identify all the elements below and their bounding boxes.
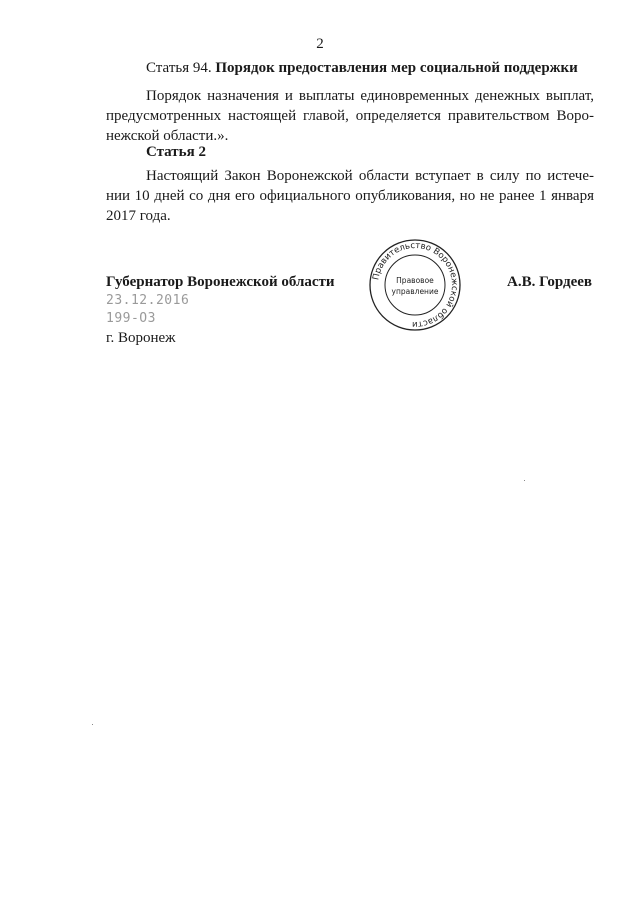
- scan-speck: [92, 724, 93, 725]
- signatory-name: А.В. Гордеев: [507, 274, 592, 290]
- registration-number: 199-ОЗ: [106, 311, 156, 326]
- paragraph-line: нежской области.».: [106, 128, 229, 144]
- stamp-center-line1: Правовое: [396, 276, 434, 285]
- article-94-prefix: Статья 94.: [146, 60, 212, 76]
- paragraph-line: Настоящий Закон Воронежской области вступает в силу по истече-: [146, 168, 594, 184]
- article-2-heading: Статья 2: [146, 144, 206, 160]
- paragraph-line: предусмотренных настоящей главой, определяется правительством Воро-: [106, 108, 594, 124]
- paragraph-line: Порядок назначения и выплаты единовременных денежных выплат,: [146, 88, 594, 104]
- scan-speck: [524, 480, 525, 481]
- stamp-center-line2: управление: [391, 287, 439, 296]
- article-94-paragraph: [106, 86, 594, 146]
- article-2-paragraph: [106, 166, 594, 226]
- paragraph-line: 2017 года.: [106, 208, 171, 224]
- governor-title: Губернатор Воронежской области: [106, 274, 335, 290]
- official-stamp: [368, 238, 462, 332]
- registration-date: 23.12.2016: [106, 293, 190, 308]
- paragraph-line: нии 10 дней со дня его официального опубликования, но не ранее 1 января: [106, 188, 594, 204]
- stamp-ring-text: Правительство Воронежской области: [371, 240, 460, 330]
- page-number: 2: [316, 36, 324, 52]
- article-94-title: Порядок предоставления мер социальной поддержки: [215, 60, 578, 76]
- city-line: г. Воронеж: [106, 330, 176, 346]
- article-94-heading: [146, 60, 578, 77]
